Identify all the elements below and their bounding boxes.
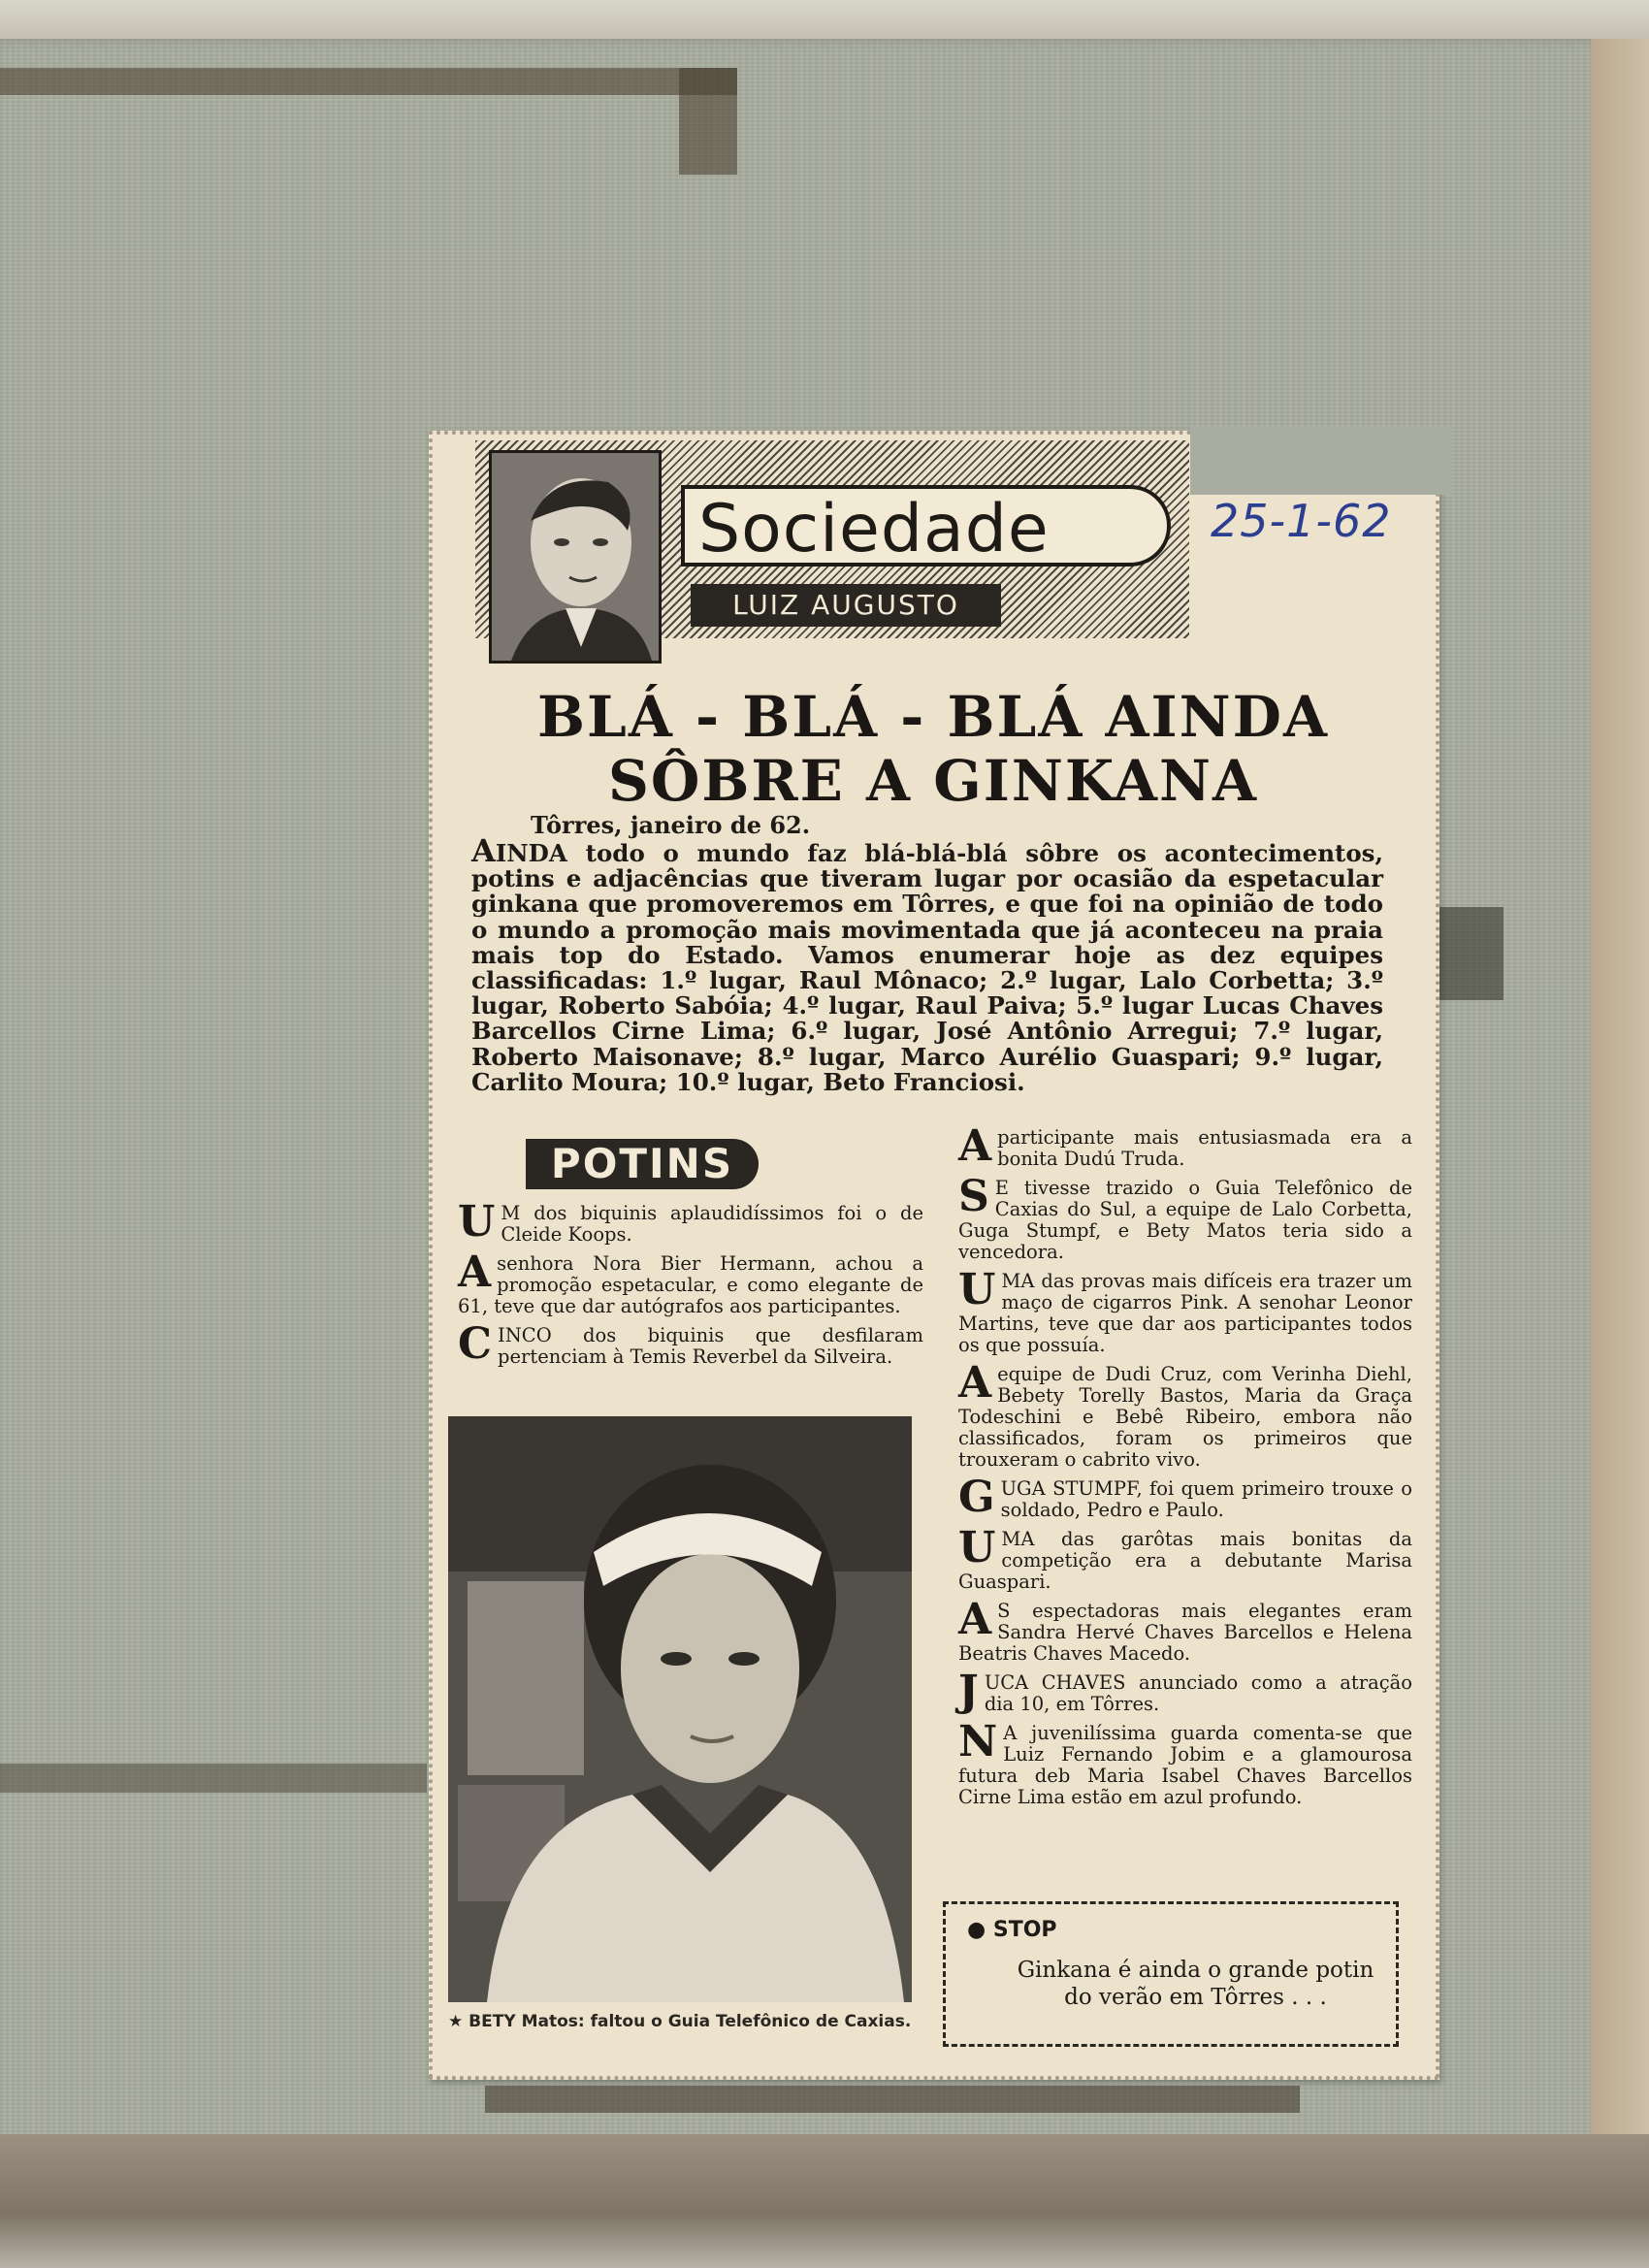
drop-cap: U (958, 1523, 996, 1572)
drop-cap: G (958, 1473, 995, 1522)
handwritten-date: 25-1-62 (1211, 495, 1392, 547)
potin-item (458, 1319, 923, 1369)
drop-cap: N (958, 1717, 998, 1766)
headline-line: BLÁ - BLÁ - BLÁ AINDA (537, 684, 1329, 750)
scrapbook-bottom-edge (0, 2134, 1649, 2268)
author-name: LUIZ AUGUSTO (691, 584, 1001, 627)
scrapbook-page-edge (1591, 39, 1649, 2154)
potin-item (458, 1247, 923, 1317)
tape-mark (1436, 907, 1504, 1000)
photo-bety-matos (448, 1416, 912, 2002)
tape-mark (0, 1764, 427, 1793)
potin-text: E tivesse trazido o Guia Telefônico de Caxias do Sul, a equipe de Lalo Corbetta, Guga Stumpf, e Bety Matos teria sido a vencedora. (958, 1177, 1412, 1263)
potin-text: M dos biquinis aplaudidíssimos foi o de Cleide Koops. (501, 1202, 923, 1246)
dateline: Tôrres, janeiro de 62. (531, 811, 811, 839)
tape-mark (679, 68, 737, 175)
potin-text: UGA STUMPF, foi quem primeiro trouxe o soldado, Pedro e Paulo. (1000, 1477, 1412, 1521)
bullet-icon: ● (967, 1918, 993, 1942)
stop-box (943, 1901, 1399, 2047)
potin-item (958, 1523, 1412, 1593)
potin-text: senhora Nora Bier Hermann, achou a promoção espetacular, e como elegante de 61, teve que dar autógrafos aos participantes. (458, 1252, 923, 1317)
potins-label: POTINS (526, 1139, 759, 1189)
potin-text: A juvenilíssima guarda comenta-se que Luiz Fernando Jobim e a glamourosa futura deb Maria Isabel Chaves Barcellos Cirne Lima estão em azul profundo. (958, 1722, 1412, 1808)
potin-item (958, 1121, 1412, 1171)
potin-item (958, 1473, 1412, 1522)
potin-item (958, 1172, 1412, 1263)
drop-cap: J (958, 1667, 979, 1716)
potin-item (958, 1667, 1412, 1716)
potin-item (958, 1358, 1412, 1471)
section-title: Sociedade (681, 485, 1171, 567)
newspaper-clipping (429, 431, 1439, 2080)
potin-item (458, 1197, 923, 1247)
drop-cap: U (958, 1265, 996, 1314)
potins-left-column (458, 1197, 923, 1376)
headline-line: SÔBRE A GINKANA (608, 748, 1258, 814)
stop-label (967, 1918, 1057, 1942)
potin-text: INCO dos biquinis que desfilaram pertenciam à Temis Reverbel da Silveira. (498, 1324, 923, 1368)
potin-text: participante mais entusiasmada era a bonita Dudú Truda. (997, 1126, 1412, 1170)
potin-item (958, 1717, 1412, 1808)
drop-cap: A (958, 1121, 992, 1171)
photo-caption (448, 2012, 923, 2031)
potin-text: UCA CHAVES anunciado como a atração dia 10, em Tôrres. (984, 1671, 1412, 1715)
lead-paragraph (471, 832, 1383, 1096)
caption-text: BETY Matos: faltou o Guia Telefônico de Caxias. (469, 2012, 912, 2031)
stop-label-text: STOP (992, 1918, 1057, 1942)
lead-text: INDA todo o mundo faz blá-blá-blá sôbre os acontecimentos, potins e adjacências que tiveram lugar por ocasião da espetacular ginkana que promoveremos em Tôrres, e que foi na opinião de todo o mundo a promoção mais movimentada que já aconteceu na praia mais top do Estado. Vamos enumerar hoje as dez equipes classificadas: 1.º lugar, Raul Mônaco; 2.º lugar, Lalo Corbetta; 3.º lugar, Roberto Sabóia; 4.º lugar, Raul Paiva; 5.º lugar Lucas Chaves Barcellos Cirne Lima; 6.º lugar, José Antônio Arregui; 7.º lugar, Roberto Maisonave; 8.º lugar, Marco Aurélio Guaspari; 9.º lugar, Carlito Moura; 10.º lugar, Beto Franciosi. (471, 839, 1383, 1096)
potin-item (958, 1595, 1412, 1665)
drop-cap: A (458, 1247, 492, 1297)
clipping-cut-corner (1190, 427, 1452, 495)
star-icon: ★ (448, 2012, 469, 2031)
drop-cap: A (958, 1595, 992, 1644)
potin-text: S espectadoras mais elegantes eram Sandra Hervé Chaves Barcellos e Helena Beatris Chaves Macedo. (958, 1600, 1412, 1665)
drop-cap: U (458, 1197, 496, 1247)
potin-text: MA das garôtas mais bonitas da competição era a debutante Marisa Guaspari. (958, 1528, 1412, 1593)
headline (487, 685, 1379, 813)
potin-text: equipe de Dudi Cruz, com Verinha Diehl, Bebety Torelly Bastos, Maria da Graça Todeschini e Bebê Ribeiro, embora não classificados, foram os primeiros que trouxeram o cabrito vivo. (958, 1363, 1412, 1471)
drop-cap: A (471, 832, 496, 869)
potins-right-column (958, 1121, 1412, 1816)
drop-cap: S (958, 1172, 989, 1221)
columnist-portrait (489, 450, 662, 664)
potin-text: MA das provas mais difíceis era trazer um maço de cigarros Pink. A senohar Leonor Martins, teve que dar aos participantes todos os que possuía. (958, 1270, 1412, 1356)
stop-text: Ginkana é ainda o grande potin do verão em Tôrres . . . (1017, 1958, 1374, 2010)
tape-mark (0, 68, 737, 95)
drop-cap: A (958, 1358, 992, 1408)
tape-mark (485, 2086, 1300, 2113)
potin-item (958, 1265, 1412, 1356)
drop-cap: C (458, 1319, 493, 1369)
